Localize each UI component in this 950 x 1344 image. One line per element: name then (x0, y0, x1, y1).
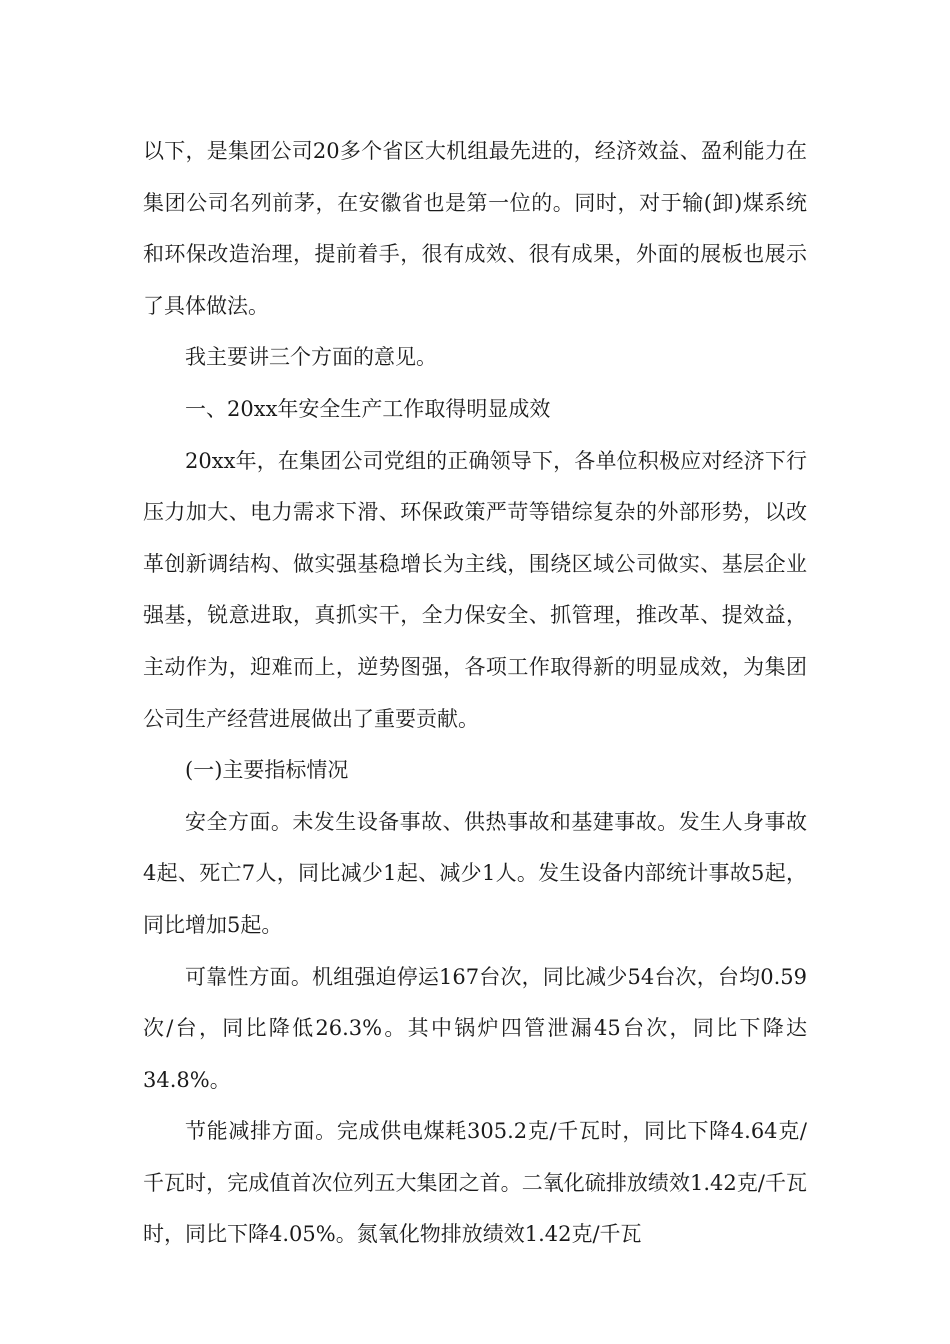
paragraph-continuation: 以下，是集团公司20多个省区大机组最先进的，经济效益、盈利能力在集团公司名列前茅，在安徽省也是第一位的。同时，对于输(卸)煤系统和环保改造治理，提前着手，很有成效、很有成果，外面的展板也展示了具体做法。 (143, 139, 807, 318)
document-body (143, 126, 807, 1261)
section-heading-1: 一、20xx年安全生产工作取得明显成效 (185, 396, 551, 421)
paragraph-reliability: 可靠性方面。机组强迫停运167台次，同比减少54台次，台均0.59次/台，同比降低26.3%。其中锅炉四管泄漏45台次，同比下降达34.8%。 (143, 964, 807, 1092)
paragraph-summary: 20xx年，在集团公司党组的正确领导下，各单位积极应对经济下行压力加大、电力需求下滑、环保政策严苛等错综复杂的外部形势，以改革创新调结构、做实强基稳增长为主线，围绕区域公司做实、基层企业强基，锐意进取，真抓实干，全力保安全、抓管理，推改革、提效益，主动作为，迎难而上，逆势图强，各项工作取得新的明显成效，为集团公司生产经营进展做出了重要贡献。 (143, 448, 807, 731)
paragraph-safety: 安全方面。未发生设备事故、供热事故和基建事故。发生人身事故4起、死亡7人，同比减少1起、减少1人。发生设备内部统计事故5起，同比增加5起。 (143, 809, 807, 937)
paragraph-energy-saving: 节能减排方面。完成供电煤耗305.2克/千瓦时，同比下降4.64克/千瓦时，完成值首次位列五大集团之首。二氧化硫排放绩效1.42克/千瓦时，同比下降4.05%。氮氧化物排放绩效1.42克/千瓦 (143, 1119, 807, 1247)
paragraph-intro: 我主要讲三个方面的意见。 (185, 345, 437, 370)
subsection-heading-1: (一)主要指标情况 (185, 758, 349, 783)
